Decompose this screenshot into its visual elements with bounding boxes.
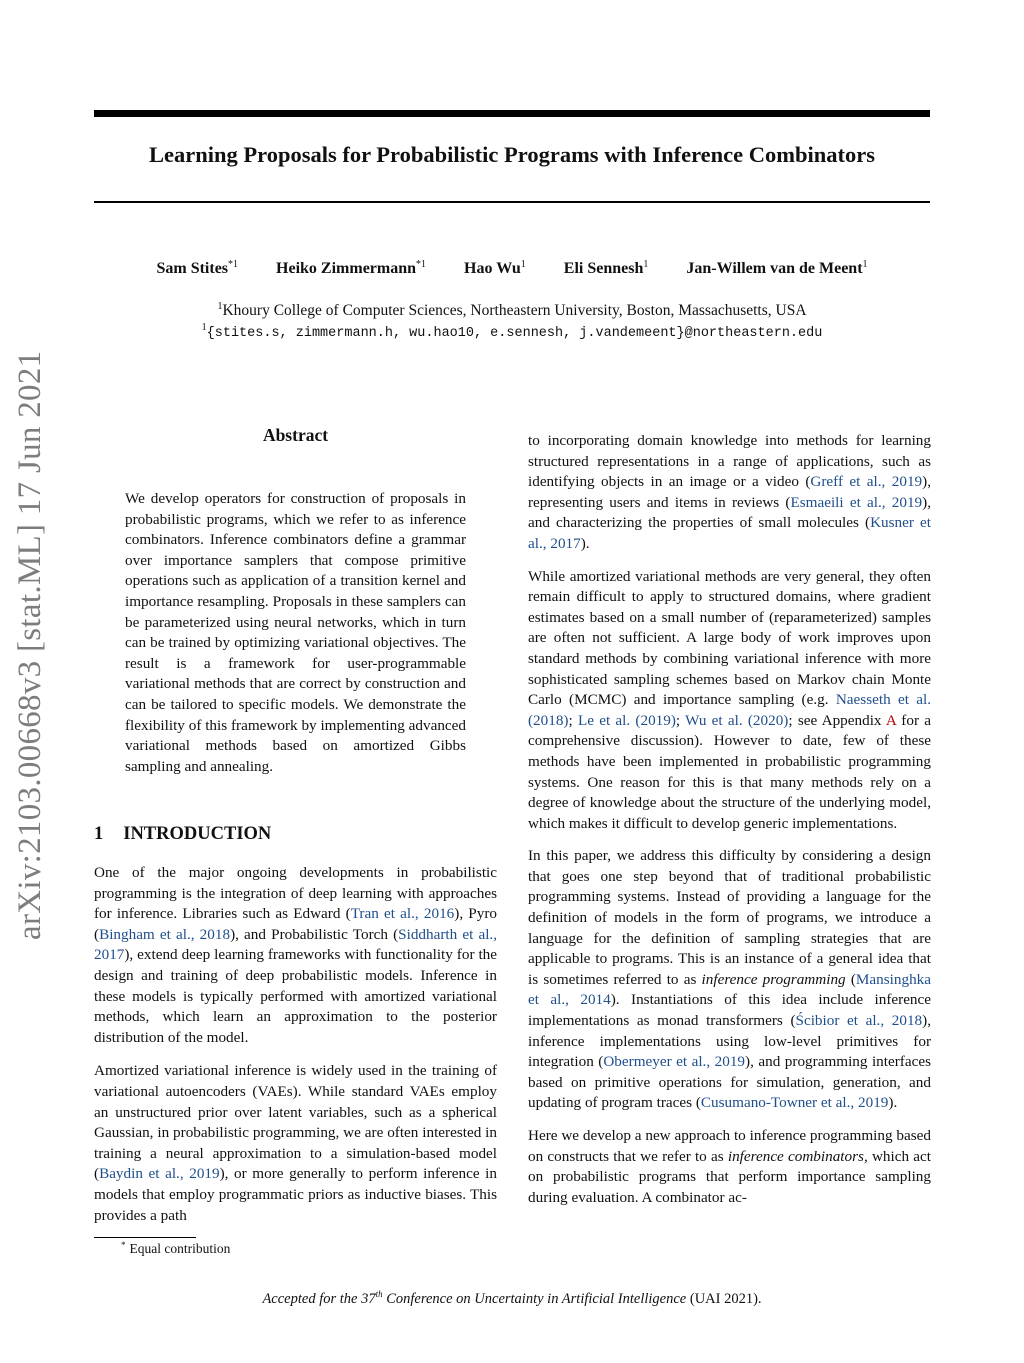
paragraph: In this paper, we address this difficulty by considering a design that goes one step beyond that of traditional probabilistic programming systems. Instead of providing a language for the definition of models in the form of programs, we introduce a language for the definition of sampling strategies that are applicable to programs. This is an instance of a general idea that is sometimes referred to as inference programming (Mansinghka et al., 2014). Instantiations of this idea include inference implementations as monad transformers (Ścibior et al., 2018), inference implementations using low-level primitives for integration (Obermeyer et al., 2019), and programming interfaces based on primitive operations for simulation, generation, and updating of program traces (Cusumano-Towner et al., 2019). bbox=[528, 847, 932, 1112]
author: Sam Stites$^{*1}$ bbox=[156, 259, 239, 277]
arxiv-stamp: arXiv:2103.00668v3 [stat.ML] 17 Jun 2021 bbox=[12, 350, 48, 940]
left-column-body bbox=[94, 863, 497, 1226]
citation-link[interactable]: Esmaeili et al., 2019 bbox=[790, 493, 923, 511]
author-list bbox=[94, 260, 930, 278]
citation-link[interactable]: Siddharth et al., 2017 bbox=[94, 925, 498, 964]
affiliation: $^1$Khoury College of Computer Sciences, Northeastern University, Boston, Massachusetts, USA bbox=[217, 301, 807, 319]
paragraph: One of the major ongoing developments in probabilistic programming is the integration of deep learning with approaches for inference. Libraries such as Edward (Tran et al., 2016), Pyro (Bingham et al., 2018), and Probabilistic Torch (Siddharth et al., 2017), extend deep learning frameworks with functionality for the design and training of deep probabilistic models. Inference in these models is typically performed with amortized variational methods, which learn an approximation to the posterior distribution of the model. bbox=[94, 864, 498, 1046]
citation-link[interactable]: Kusner et al., 2017 bbox=[528, 514, 931, 552]
author: Hao Wu$^1$ bbox=[464, 259, 526, 277]
section-heading: 1 INTRODUCTION bbox=[94, 824, 272, 844]
citation-link[interactable]: Ścibior et al., 2018 bbox=[795, 1012, 923, 1030]
paragraph: While amortized variational methods are very general, they often remain difficult to apply to structured domains, where gradient estimates based on a small number of (reparameterized) samples are often not sufficient. A large body of work improves upon standard methods by combining variational inference with more sophisticated sampling schemes based on Markov chain Monte Carlo (MCMC) and importance sampling (e.g. Naesseth et al. (2018); Le et al. (2019); Wu et al. (2020); see Appendix A for a comprehensive discussion). However to date, few of these methods have been implemented in probabilistic programming systems. One reason for this is that many methods rely on a degree of knowledge about the structure of the underlying model, which makes it difficult to develop generic implementations. bbox=[528, 567, 931, 832]
title-rule-top bbox=[94, 110, 930, 117]
title-rule-bottom bbox=[94, 201, 930, 203]
citation-link[interactable]: Le et al. (2019) bbox=[577, 711, 676, 729]
citation-link[interactable]: Baydin et al., 2019 bbox=[99, 1165, 220, 1183]
paragraph: Amortized variational inference is widely used in the training of variational autoencoders (VAEs). While standard VAEs employ an unstructured prior over latent variables, such as a spherical Gaussian, in probabilistic programming, we are often interested in training a neural approximation to a simulation-based model (Baydin et al., 2019), or more generally to perform inference in models that employ programmatic priors as inductive biases. This provides a path bbox=[94, 1062, 497, 1224]
citation-link[interactable]: Mansinghka et al., 2014 bbox=[528, 970, 931, 1009]
footnote-rule bbox=[94, 1237, 196, 1238]
citation-link[interactable]: Greff et al., 2019 bbox=[810, 473, 923, 491]
author: Heiko Zimmermann$^{*1}$ bbox=[276, 259, 427, 277]
abstract-heading: Abstract bbox=[262, 425, 329, 445]
paragraph: to incorporating domain knowledge into methods for learning structured representations in a range of applications, such as identifying objects in an image or a video (Greff et al., 2019), representing users and items in reviews (Esmaeili et al., 2019), and characterizing the properties of small molecules (Kusner et al., 2017). bbox=[528, 432, 932, 552]
citation-link[interactable]: Obermeyer et al., 2019 bbox=[603, 1053, 746, 1071]
citation-link[interactable]: Naesseth et al. (2018) bbox=[528, 691, 931, 729]
citation-link[interactable]: Wu et al. (2020) bbox=[685, 711, 789, 729]
author-emails: $^1${stites.s, zimmermann.h, wu.hao10, e.sennesh, j.vandemeent}@northeastern.edu bbox=[201, 322, 823, 341]
paper-title: Learning Proposals for Probabilistic Programs with Inference Combinators bbox=[148, 142, 876, 167]
paragraph: Here we develop a new approach to inference programming based on constructs that we refer to as inference combinators, which act on probabilistic programs that perform importance sampling during evaluation. A combinator ac- bbox=[528, 1127, 931, 1206]
footnote: * Equal contribution bbox=[121, 1240, 231, 1256]
appendix-link[interactable]: A bbox=[885, 711, 897, 729]
citation-link[interactable]: Cusumano-Towner et al., 2019 bbox=[700, 1094, 889, 1112]
abstract-text: We develop operators for construction of proposals in probabilistic programs, which we refer to as inference combinators. Inference combinators define a grammar over importance samplers that compose primitive operations such as application of a transition kernel and importance resampling. Proposals in these samplers can be parameterized using neural networks, which in turn can be trained by optimizing variational objectives. The result is a framework for user-programmable variational methods that are correct by construction and can be tailored to specific models. We demonstrate the flexibility of this framework by implementing advanced variational methods based on amortized Gibbs sampling and annealing. bbox=[125, 490, 466, 775]
venue-note: Accepted for the 37th Conference on Uncertainty in Artificial Intelligence (UAI 2021). bbox=[262, 1289, 762, 1307]
citation-link[interactable]: Bingham et al., 2018 bbox=[99, 925, 231, 943]
author: Eli Sennesh$^1$ bbox=[563, 259, 649, 277]
right-column-body bbox=[528, 431, 931, 1208]
author: Jan-Willem van de Meent$^1$ bbox=[686, 259, 868, 277]
citation-link[interactable]: Tran et al., 2016 bbox=[350, 905, 455, 923]
